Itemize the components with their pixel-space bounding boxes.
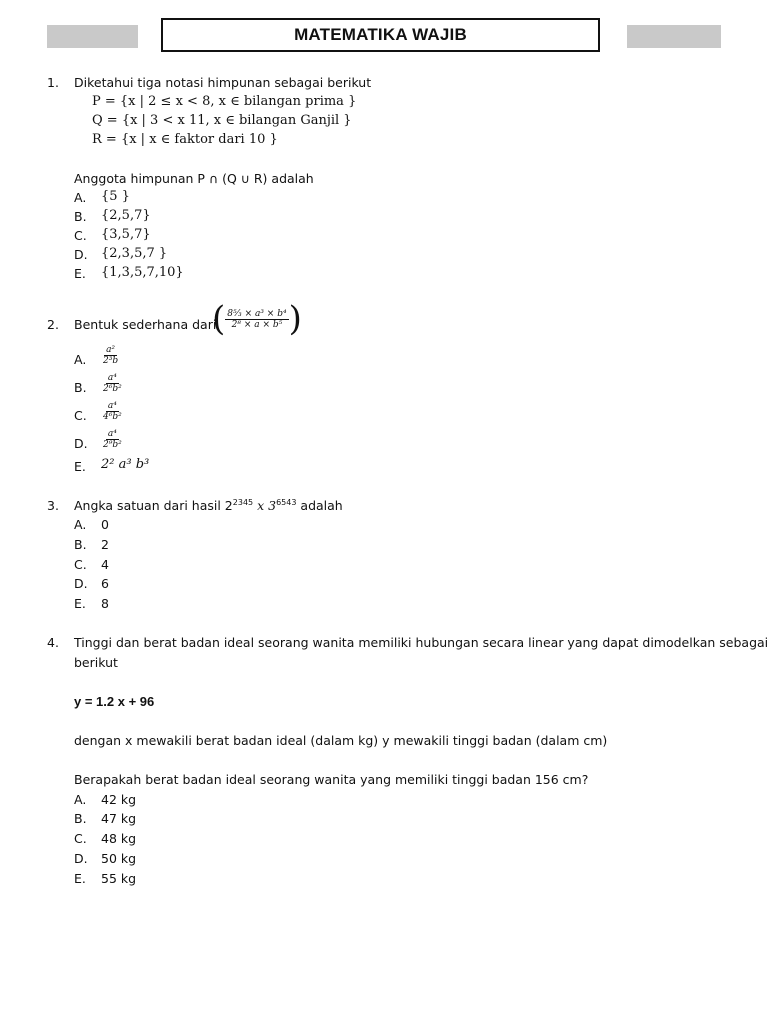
set-q: Q = {x | 3 < x 11, x ∈ bilangan Ganjil } bbox=[92, 113, 352, 128]
option-fraction: $\frac{\text{a⁴}}{\text{2⁶b²}}$ bbox=[103, 373, 122, 394]
question-text-line-1: Tinggi dan berat badan ideal seorang wanita memiliki hubungan secara linear yang dapat dimodelkan sebagai bbox=[74, 635, 768, 650]
right-paren: ) bbox=[288, 299, 302, 339]
equation: y = 1.2 x + 96 bbox=[74, 694, 155, 709]
header-left-bar bbox=[47, 25, 138, 48]
option-label: D. bbox=[74, 247, 88, 262]
option-label: E. bbox=[74, 459, 86, 474]
option-label: E. bbox=[74, 266, 86, 281]
set-r: R = {x | x ∈ faktor dari 10 } bbox=[92, 132, 278, 147]
option-label: C. bbox=[74, 831, 87, 846]
option-value: 55 kg bbox=[101, 871, 137, 886]
question-number: 1. bbox=[47, 75, 59, 90]
option-value: 47 kg bbox=[101, 811, 137, 826]
option-value: 2² a³ b³ bbox=[101, 457, 150, 472]
option-label: C. bbox=[74, 557, 87, 572]
option-label: E. bbox=[74, 871, 86, 886]
question-text-line-2: berikut bbox=[74, 655, 118, 670]
option-value: 48 kg bbox=[101, 831, 137, 846]
option-value: {1,3,5,7,10} bbox=[101, 265, 184, 280]
option-value: {2,5,7} bbox=[101, 208, 151, 223]
expression bbox=[212, 299, 302, 339]
option-value: 50 kg bbox=[101, 851, 137, 866]
question-intro: Diketahui tiga notasi himpunan sebagai berikut bbox=[74, 75, 372, 90]
question-text: Anggota himpunan P ∩ (Q ∪ R) adalah bbox=[74, 171, 314, 186]
question-number: 4. bbox=[47, 635, 59, 650]
option-value: 4 bbox=[101, 557, 109, 572]
question-number: 2. bbox=[47, 317, 59, 332]
option-value: 8 bbox=[101, 596, 109, 611]
option-value: {2,3,5,7 } bbox=[101, 246, 168, 261]
variable-description: dengan x mewakili berat badan ideal (dalam kg) y mewakili tinggi badan (dalam cm) bbox=[74, 733, 608, 748]
option-label: B. bbox=[74, 209, 87, 224]
option-label: D. bbox=[74, 851, 88, 866]
left-paren: ( bbox=[212, 299, 226, 339]
set-p: P = {x | 2 ≤ x < 8, x ∈ bilangan prima } bbox=[92, 94, 357, 109]
option-label: C. bbox=[74, 228, 87, 243]
expression-fraction: $\frac{\text{8⁵⁄₃ × a³ × b⁴}}{\text{2⁸ × a × b⁵}}$ bbox=[227, 308, 287, 330]
option-label: E. bbox=[74, 596, 86, 611]
option-fraction: $\frac{\text{a⁴}}{\text{4⁶b²}}$ bbox=[103, 401, 122, 422]
option-value: {5 } bbox=[101, 189, 130, 204]
option-label: A. bbox=[74, 792, 87, 807]
option-label: A. bbox=[74, 190, 87, 205]
page-title: MATEMATIKA WAJIB bbox=[161, 18, 600, 52]
option-fraction: $\frac{\text{a⁴}}{\text{2⁹b²}}$ bbox=[103, 429, 122, 450]
question-text: Berapakah berat badan ideal seorang wanita yang memiliki tinggi badan 156 cm? bbox=[74, 772, 589, 787]
question-number: 3. bbox=[47, 498, 59, 513]
option-fraction: $\frac{\text{a²}}{\text{2³b}}$ bbox=[103, 345, 119, 366]
option-value: 2 bbox=[101, 537, 109, 552]
option-label: B. bbox=[74, 811, 87, 826]
option-value: {3,5,7} bbox=[101, 227, 151, 242]
option-label: D. bbox=[74, 576, 88, 591]
option-value: 6 bbox=[101, 576, 109, 591]
question-text: Angka satuan dari hasil $2^{2345}$ x $3^{6543}$ adalah bbox=[74, 498, 343, 514]
option-label: A. bbox=[74, 352, 87, 367]
option-label: A. bbox=[74, 517, 87, 532]
question-text: Bentuk sederhana dari bbox=[74, 317, 217, 332]
option-label: D. bbox=[74, 436, 88, 451]
option-label: B. bbox=[74, 380, 87, 395]
option-label: C. bbox=[74, 408, 87, 423]
option-value: 42 kg bbox=[101, 792, 137, 807]
header-right-bar bbox=[627, 25, 721, 48]
option-label: B. bbox=[74, 537, 87, 552]
option-value: 0 bbox=[101, 517, 109, 532]
